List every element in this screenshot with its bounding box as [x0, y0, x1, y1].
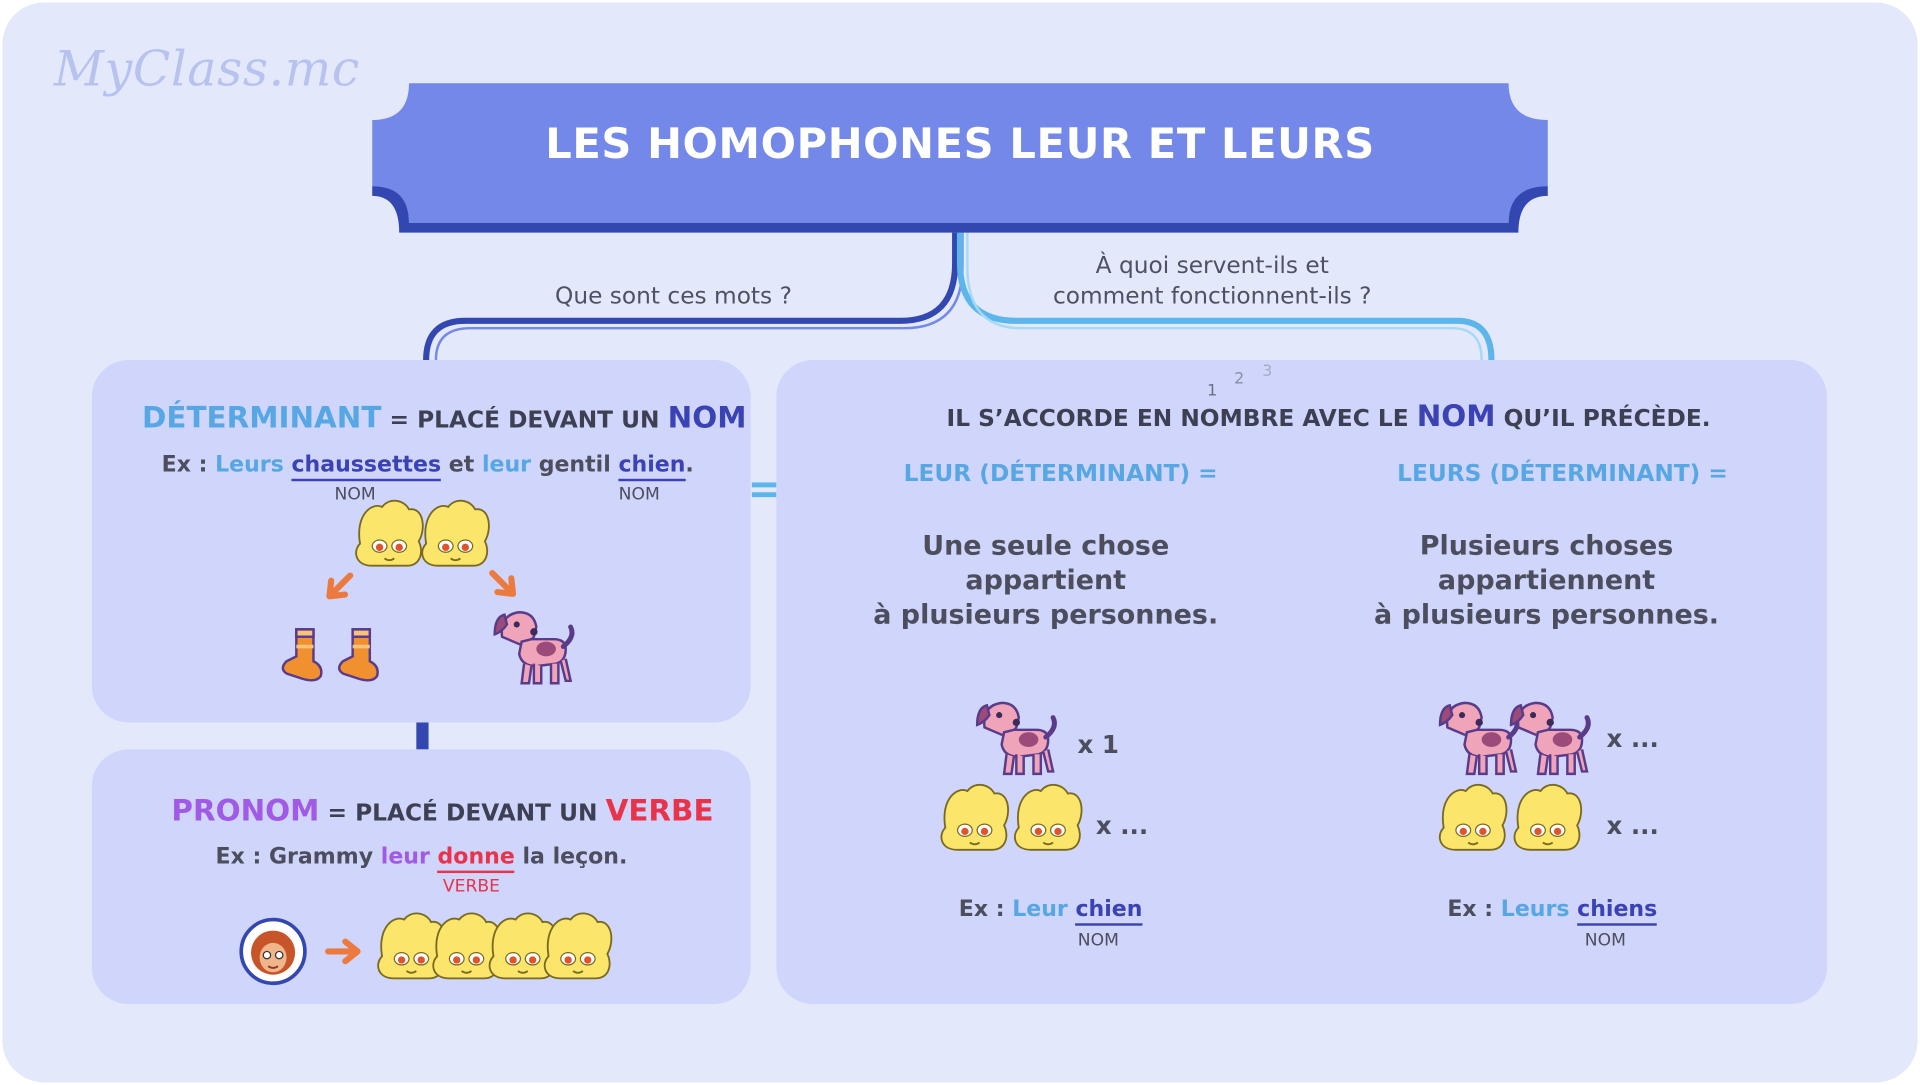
logo: MyClass.mc [53, 41, 360, 98]
person-icon [545, 913, 612, 978]
leurs-example: Ex : Leurs chiens [1447, 896, 1657, 922]
person-icon [1514, 785, 1581, 850]
sock-icon [339, 629, 377, 680]
determinant-example: Ex : Leurs chaussettes et leur gentil chien. [162, 452, 694, 478]
person-icon [1440, 785, 1507, 850]
leur-description: Une seule chose appartient à plusieurs personnes. [873, 531, 1219, 631]
person-icon [941, 785, 1008, 850]
arrow-down-right-icon [485, 566, 520, 601]
dog-icon [495, 612, 572, 683]
dog-icon [1511, 703, 1588, 774]
pronom-label-verbe: VERBE [442, 876, 500, 897]
sock-icon [283, 629, 321, 680]
grammy-avatar-icon [241, 920, 305, 984]
determinant-label-nom-2: NOM [618, 484, 660, 505]
accord-number-2: 2 [1234, 369, 1245, 389]
page-title: LES HOMOPHONES LEUR ET LEURS [545, 120, 1375, 169]
leurs-description: Plusieurs choses appartiennent à plusieurs personnes. [1374, 531, 1720, 631]
accord-number-1: 1 [1207, 382, 1218, 401]
accord-heading: IL S’ACCORDE EN NOMBRE AVEC LE NOM QU’IL PRÉCÈDE. [946, 399, 1711, 434]
arrow-right-icon [328, 942, 357, 962]
dog-icon [977, 703, 1054, 774]
pronom-example: Ex : Grammy leur donne la leçon. [216, 844, 628, 870]
person-icon [1015, 785, 1082, 850]
branch-label-left: Que sont ces mots ? [555, 282, 792, 310]
leur-title: LEUR (DÉTERMINANT) = [903, 460, 1218, 488]
dog-icon [1440, 703, 1517, 774]
accord-number-3: 3 [1262, 362, 1273, 381]
leurs-title: LEURS (DÉTERMINANT) = [1397, 460, 1728, 488]
arrow-down-left-icon [322, 569, 357, 604]
pronom-heading: PRONOM = PLACÉ DEVANT UN VERBE [171, 793, 714, 828]
leur-dog-count: x 1 [1077, 729, 1119, 760]
leurs-dog-count: x ... [1606, 723, 1659, 754]
branch-label-right: À quoi servent-ils et comment fonctionnent-ils ? [1052, 252, 1372, 310]
determinant-label-nom-1: NOM [334, 484, 376, 505]
leurs-label-nom: NOM [1584, 930, 1626, 951]
leur-people-count: x ... [1095, 810, 1149, 841]
person-icon [422, 501, 489, 566]
leur-example: Ex : Leur chien [959, 896, 1143, 922]
person-icon [356, 501, 423, 566]
leurs-people-count: x ... [1606, 810, 1659, 841]
determinant-heading: DÉTERMINANT = PLACÉ DEVANT UN NOM [142, 400, 747, 435]
leur-label-nom: NOM [1077, 930, 1119, 951]
